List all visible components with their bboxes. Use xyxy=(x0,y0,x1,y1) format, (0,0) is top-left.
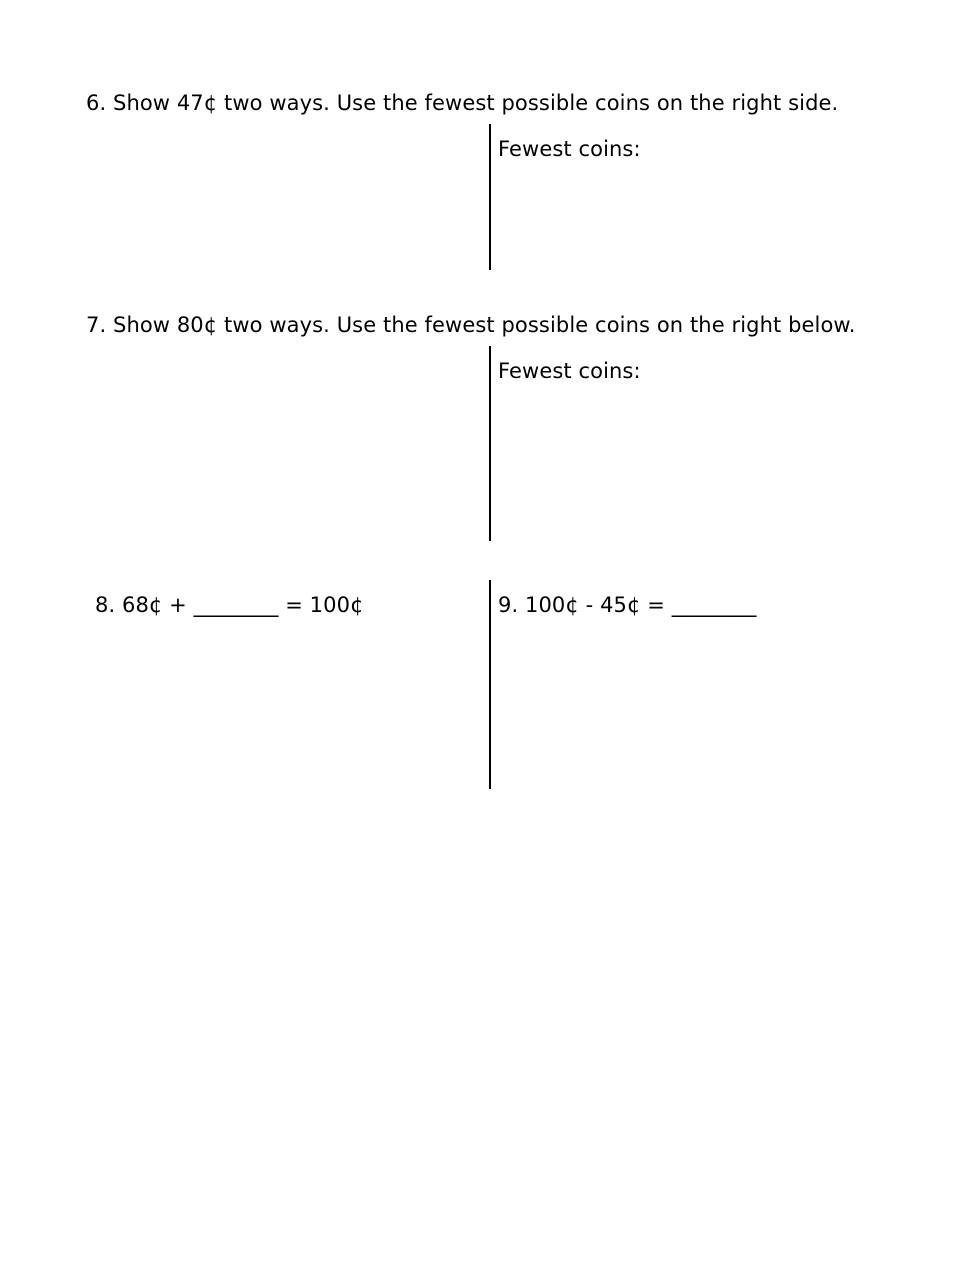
question-9-equation: 9. 100¢ - 45¢ = ________ xyxy=(498,593,757,617)
question-8-equation: 8. 68¢ + ________ = 100¢ xyxy=(95,593,364,617)
question-8-9-divider xyxy=(489,580,491,789)
question-7-divider xyxy=(489,346,491,541)
question-6-prompt: 6. Show 47¢ two ways. Use the fewest possible coins on the right side. xyxy=(86,91,839,115)
question-6-divider xyxy=(489,124,491,270)
question-7-fewest-coins-label: Fewest coins: xyxy=(498,359,641,383)
question-7-prompt: 7. Show 80¢ two ways. Use the fewest possible coins on the right below. xyxy=(86,313,856,337)
question-6-fewest-coins-label: Fewest coins: xyxy=(498,137,641,161)
